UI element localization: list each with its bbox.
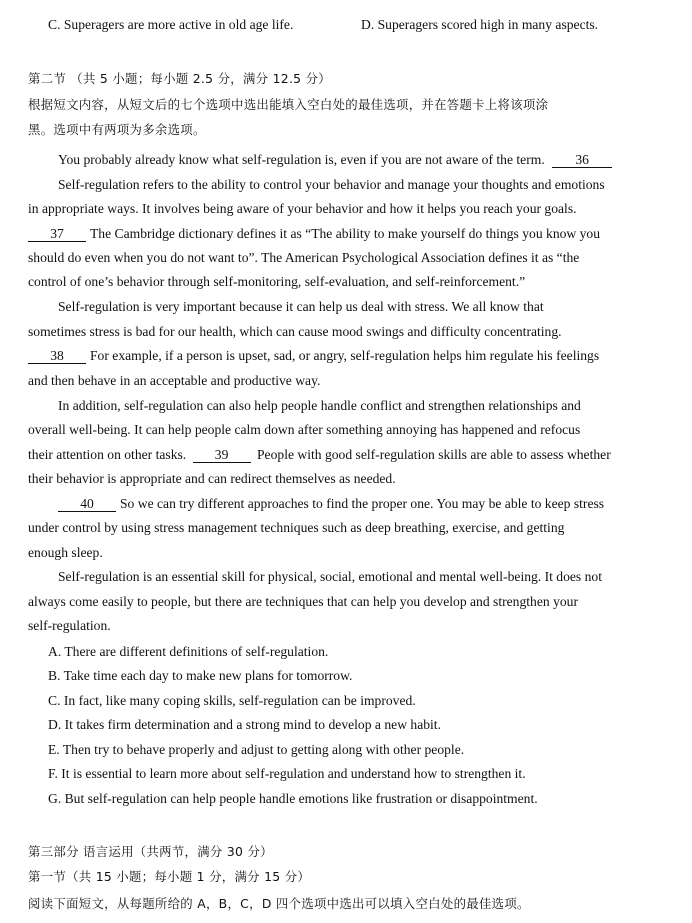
part3-heading: 第三部分 语言运用（共两节，满分 30 分） xyxy=(28,844,273,859)
passage-line: Self-regulation refers to the ability to control your behavior and manage your thoughts and emotions xyxy=(58,177,605,192)
option-a: A. There are different definitions of self-regulation. xyxy=(48,644,329,659)
passage-line: under control by using stress management techniques such as deep breathing, exercise, and getting xyxy=(28,520,565,535)
section-instruction-line2: 黑。选项中有两项为多余选项。 xyxy=(28,122,206,137)
passage-line: sometimes stress is bad for our health, which can cause mood swings and difficulty concentrating. xyxy=(28,324,562,339)
passage-line: In addition, self-regulation can also help people handle conflict and strengthen relationships and xyxy=(58,398,581,413)
passage-line xyxy=(58,495,604,513)
blank-37: 37 xyxy=(28,226,86,242)
passage-line: in appropriate ways. It involves being aware of your behavior and how it helps you reach your goals. xyxy=(28,201,577,216)
blank-39: 39 xyxy=(193,447,251,463)
passage-text: So we can try different approaches to find the proper one. You may be able to keep stress xyxy=(120,496,605,511)
blank-40: 40 xyxy=(58,496,116,512)
blank-38: 38 xyxy=(28,348,86,364)
passage-line: Self-regulation is very important because it can help us deal with stress. We all know that xyxy=(58,299,544,314)
passage-text: their attention on other tasks. xyxy=(28,447,187,462)
option-f: F. It is essential to learn more about self-regulation and understand how to strengthen it. xyxy=(48,766,526,781)
part3-instruction: 阅读下面短文，从每题所给的 A，B，C，D 四个选项中选出可以填入空白处的最佳选项。 xyxy=(28,896,530,911)
section-heading: 第二节 （共 5 小题；每小题 2.5 分，满分 12.5 分） xyxy=(28,71,331,86)
passage-line: self-regulation. xyxy=(28,618,111,633)
passage-line: overall well-being. It can help people calm down after something annoying has happened and refocus xyxy=(28,422,581,437)
passage-text: The Cambridge dictionary defines it as “The ability to make yourself do things you know you xyxy=(90,226,601,241)
passage-line: always come easily to people, but there are techniques that can help you develop and strengthen your xyxy=(28,594,578,609)
passage-line xyxy=(28,347,599,365)
passage-text: People with good self-regulation skills are able to assess whether xyxy=(257,447,611,462)
prev-option-d: D. Superagers scored high in many aspects. xyxy=(361,17,599,32)
blank-36: 36 xyxy=(552,152,612,168)
passage-line xyxy=(28,446,611,464)
passage-text: For example, if a person is upset, sad, or angry, self-regulation helps him regulate his feelings xyxy=(90,348,600,363)
passage-line: enough sleep. xyxy=(28,545,103,560)
passage-line: and then behave in an acceptable and productive way. xyxy=(28,373,321,388)
passage-line xyxy=(28,225,600,243)
option-g: G. But self-regulation can help people handle emotions like frustration or disappointment. xyxy=(48,791,538,806)
passage-line xyxy=(58,151,612,169)
option-b: B. Take time each day to make new plans for tomorrow. xyxy=(48,668,353,683)
option-e: E. Then try to behave properly and adjust to getting along with other people. xyxy=(48,742,465,757)
passage-line: their behavior is appropriate and can redirect themselves as needed. xyxy=(28,471,396,486)
passage-text: You probably already know what self-regulation is, even if you are not aware of the term. xyxy=(58,152,545,167)
prev-option-c: C. Superagers are more active in old age life. xyxy=(48,17,294,32)
option-c: C. In fact, like many coping skills, self-regulation can be improved. xyxy=(48,693,416,708)
section-instruction-line1: 根据短文内容，从短文后的七个选项中选出能填入空白处的最佳选项，并在答题卡上将该项涂 xyxy=(28,97,549,112)
part3-section1-heading: 第一节（共 15 小题；每小题 1 分，满分 15 分） xyxy=(28,869,311,884)
passage-line: should do even when you do not want to”. The American Psychological Association defines it as “the xyxy=(28,250,580,265)
passage-line: control of one’s behavior through self-monitoring, self-evaluation, and self-reinforcement.” xyxy=(28,274,526,289)
option-d: D. It takes firm determination and a strong mind to develop a new habit. xyxy=(48,717,441,732)
passage-line: Self-regulation is an essential skill for physical, social, emotional and mental well-being. It does not xyxy=(58,569,602,584)
